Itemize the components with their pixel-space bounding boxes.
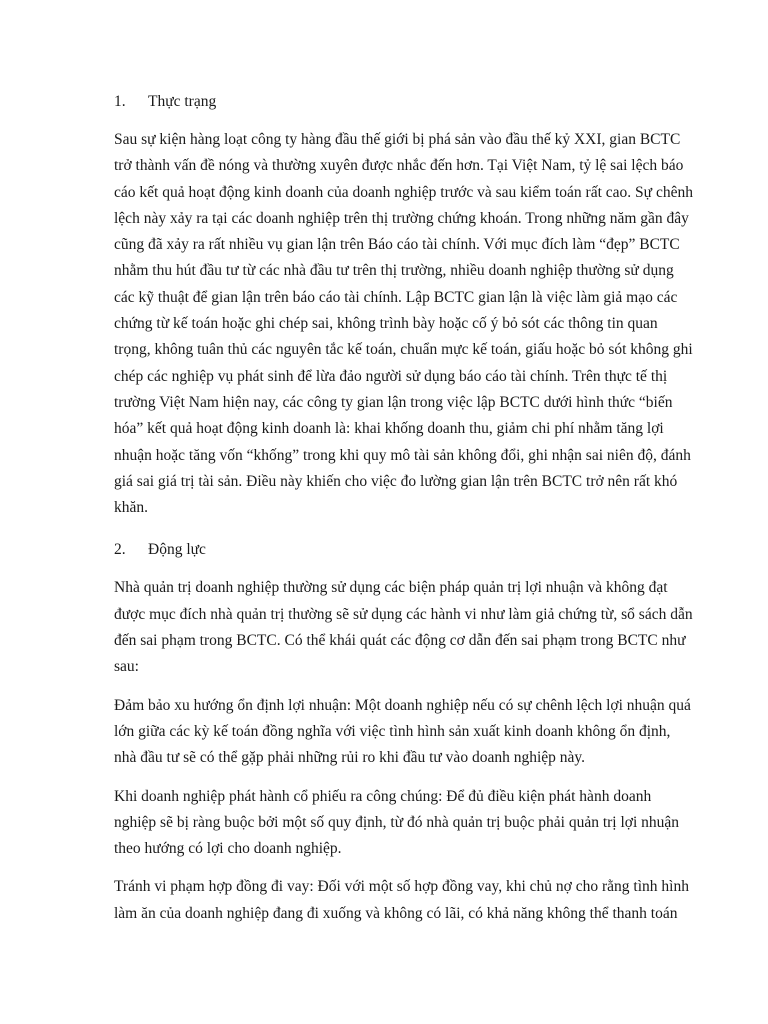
paragraph-line: các kỹ thuật để gian lận trên báo cáo tài chính. Lập BCTC gian lận là việc làm giả mạo các	[114, 288, 678, 306]
paragraph-line: đến sai phạm trong BCTC. Có thể khái quát các động cơ dẫn đến sai phạm trong BCTC như	[114, 632, 686, 650]
section-2-intro-paragraph	[114, 575, 693, 680]
paragraph-line: nghiệp sẽ bị ràng buộc bởi một số quy định, từ đó nhà quản trị buộc phải quản trị lợi nhuận	[114, 813, 680, 831]
section-1-number: 1.	[114, 93, 126, 110]
paragraph-line: trở thành vấn đề nóng và thường xuyên được nhắc đến hơn. Tại Việt Nam, tỷ lệ sai lệch báo	[114, 157, 684, 175]
paragraph-line: Tránh vi phạm hợp đồng đi vay: Đối với một số hợp đồng vay, khi chủ nợ cho rằng tình hình	[114, 878, 689, 896]
paragraph-line: nhà đầu tư sẽ có thể gặp phải những rủi ro khi đầu tư vào doanh nghiệp này.	[114, 749, 586, 767]
section-1-paragraph	[114, 127, 693, 521]
motive-stable-profit-paragraph	[114, 693, 691, 772]
paragraph-line: lệch này xảy ra tại các doanh nghiệp trên thị trường chứng khoán. Trong những năm gần đây	[114, 209, 689, 227]
paragraph-line: lớn giữa các kỳ kế toán đồng nghĩa với việc tình hình sản xuất kinh doanh không ổn định,	[114, 722, 671, 740]
paragraph-line: nhằm thu hút đầu tư từ các nhà đầu tư trên thị trường, nhiều doanh nghiệp thường sử dụng	[114, 262, 674, 280]
paragraph-line: Nhà quản trị doanh nghiệp thường sử dụng các biện pháp quản trị lợi nhuận và không đạt	[114, 579, 668, 597]
paragraph-line: làm ăn của doanh nghiệp đang đi xuống và không có lãi, có khả năng không thể thanh toán	[114, 904, 678, 922]
paragraph-line: khăn.	[114, 499, 149, 517]
section-1-heading	[114, 89, 684, 115]
paragraph-line: trường Việt Nam hiện nay, các công ty gian lận trong việc lập BCTC dưới hình thức “biến	[114, 393, 673, 411]
motive-loan-covenant-paragraph	[114, 874, 689, 927]
paragraph-line: Khi doanh nghiệp phát hành cổ phiếu ra công chúng: Để đủ điều kiện phát hành doanh	[114, 787, 652, 805]
paragraph-line: chép các nghiệp vụ phát sinh để lừa đảo người sử dụng báo cáo tài chính. Trên thực tế thị	[114, 367, 668, 385]
paragraph-line: Đảm bảo xu hướng ổn định lợi nhuận: Một doanh nghiệp nếu có sự chênh lệch lợi nhuận quá	[114, 696, 691, 714]
paragraph-line: trọng, không tuân thủ các nguyên tắc kế toán, chuẩn mực kế toán, giấu hoặc bỏ sót không ghi	[114, 341, 693, 359]
paragraph-line: Sau sự kiện hàng loạt công ty hàng đầu thế giới bị phá sản vào đầu thế kỷ XXI, gian BCTC	[114, 131, 681, 148]
paragraph-line: chứng từ kế toán hoặc ghi chép sai, không trình bày hoặc cố ý bỏ sót các thông tin quan	[114, 315, 658, 333]
motive-share-issuance-paragraph	[114, 784, 684, 863]
paragraph-line: theo hướng có lợi cho doanh nghiệp.	[114, 840, 342, 858]
paragraph-line: cũng đã xảy ra rất nhiều vụ gian lận trên Báo cáo tài chính. Với mục đích làm “đẹp” BCTC	[114, 236, 680, 254]
paragraph-line: hóa” kết quả hoạt động kinh doanh là: khai khống doanh thu, giảm chi phí nhằm tăng lợi	[114, 420, 664, 438]
section-1-title: Thực trạng	[148, 93, 217, 110]
section-2-number: 2.	[114, 541, 126, 559]
paragraph-line: được mục đích nhà quản trị thường sẽ sử dụng các hành vi như làm giả chứng từ, sổ sách dẫn	[114, 605, 693, 623]
paragraph-line: sau:	[114, 658, 139, 676]
paragraph-line: nhuận hoặc tăng vốn “khống” trong khi quy mô tài sản không đổi, ghi nhận sai niên độ, đánh	[114, 446, 691, 464]
paragraph-line: cáo kết quả hoạt động kinh doanh của doanh nghiệp trước và sau kiểm toán rất cao. Sự chênh	[114, 183, 693, 201]
section-2-heading	[114, 537, 684, 563]
section-2-title: Động lực	[148, 541, 206, 559]
paragraph-line: giá sai giá trị tài sản. Điều này khiến cho việc đo lường gian lận trên BCTC trở nên rất khó	[114, 472, 678, 490]
